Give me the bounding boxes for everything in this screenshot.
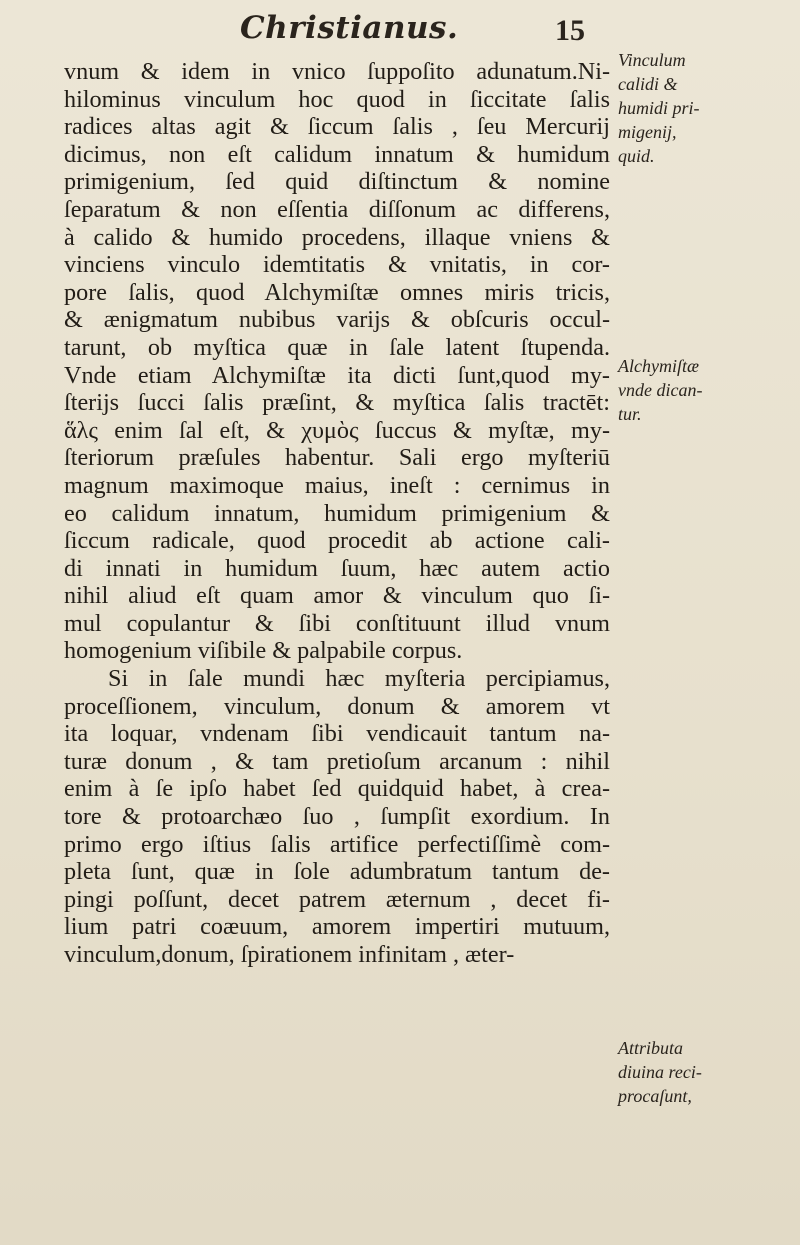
body-text: [64, 58, 610, 969]
text-line: vnum & idem in vnico ſuppoſito adunatum.Ni-: [64, 58, 610, 85]
text-line: ſteriorum præſules habentur. Sali ergo myſteriū: [64, 444, 610, 472]
text-line: ἅλς enim ſal eſt, & χυμὸς ſuccus & myſtæ, my-: [64, 416, 610, 444]
margin-note-line: Vinculum: [618, 50, 686, 70]
text-line: vinculum,donum, ſpirationem infinitam , æter-: [64, 941, 515, 968]
running-title: Christianus.: [240, 10, 459, 46]
text-line: mul copulantur & ſibi conſtituunt illud vnum: [64, 609, 610, 637]
text-line: ſterijs ſucci ſalis præſint, & myſtica ſalis tractēt:: [64, 389, 610, 417]
text-line: Si in ſale mundi hæc myſteria percipiamus,: [108, 665, 610, 693]
margin-note-line: Attributa: [618, 1038, 684, 1058]
text-line: proceſſionem, vinculum, donum & amorem vt: [64, 692, 610, 720]
text-line: eo calidum innatum, humidum primigenium &: [64, 499, 610, 527]
text-line: tore & protoarchæo ſuo , ſumpſit exordium. In: [64, 803, 610, 831]
text-line: & ænigmatum nubibus varijs & obſcuris occul-: [64, 306, 610, 334]
margin-note-attributa: [618, 1036, 702, 1108]
margin-note-line: vnde dican-: [618, 380, 703, 400]
margin-note-vinculum: [618, 48, 700, 168]
text-line: lium patri coæuum, amorem impertiri mutuum,: [64, 913, 610, 941]
text-line: dicimus, non eſt calidum innatum & humidum: [64, 140, 610, 168]
text-line: ita loquar, vndenam ſibi vendicauit tantum na-: [64, 720, 610, 748]
margin-note-line: calidi &: [618, 74, 678, 94]
text-line: radices altas agit & ſiccum ſalis , ſeu Mercurij: [64, 113, 610, 141]
text-line: pingi poſſunt, decet patrem æternum , decet fi-: [64, 885, 610, 913]
text-line: pore ſalis, quod Alchymiſtæ omnes miris tricis,: [64, 278, 610, 306]
text-line: magnum maximoque maius, ineſt : cernimus in: [64, 471, 610, 499]
margin-note-alchymistae: [618, 354, 702, 426]
margin-note-line: Alchymiſtæ: [618, 356, 699, 376]
text-line: vinciens vinculo idemtitatis & vnitatis, in cor-: [64, 251, 610, 279]
text-line: à calido & humido procedens, illaque vniens &: [64, 223, 610, 251]
text-line: nihil aliud eſt quam amor & vinculum quo ſi-: [64, 582, 610, 610]
margin-note-line: tur.: [618, 404, 642, 424]
margin-note-line: migenij,: [618, 122, 677, 142]
text-line: ſiccum radicale, quod procedit ab actione cali-: [64, 527, 610, 555]
page-header: [0, 6, 800, 52]
text-line: pleta ſunt, quæ in ſole adumbratum tantum de-: [64, 858, 610, 886]
text-line: enim à ſe ipſo habet ſed quidquid habet, à crea-: [64, 775, 610, 803]
text-line: Vnde etiam Alchymiſtæ ita dicti ſunt,quod my-: [64, 361, 610, 389]
margin-note-line: humidi pri-: [618, 98, 700, 118]
text-line: tarunt, ob myſtica quæ in ſale latent ſtupenda.: [64, 333, 610, 361]
text-line: ſeparatum & non eſſentia diſſonum ac differens,: [64, 195, 610, 223]
margin-note-line: quid.: [618, 146, 655, 166]
margin-note-line: diuina reci-: [618, 1062, 702, 1082]
page-number: 15: [555, 14, 585, 47]
text-line: homogenium viſibile & palpabile corpus.: [64, 637, 463, 665]
text-line: di innati in humidum ſuum, hæc autem actio: [64, 554, 610, 582]
text-line: hilominus vinculum hoc quod in ſiccitate ſalis: [64, 85, 610, 113]
text-line: primo ergo iſtius ſalis artifice perfectiſſimè com-: [64, 830, 610, 858]
text-line: turæ donum , & tam pretioſum arcanum : nihil: [64, 747, 610, 775]
margin-note-line: procaſunt,: [618, 1086, 692, 1106]
text-line: primigenium, ſed quid diſtinctum & nomine: [64, 168, 610, 196]
